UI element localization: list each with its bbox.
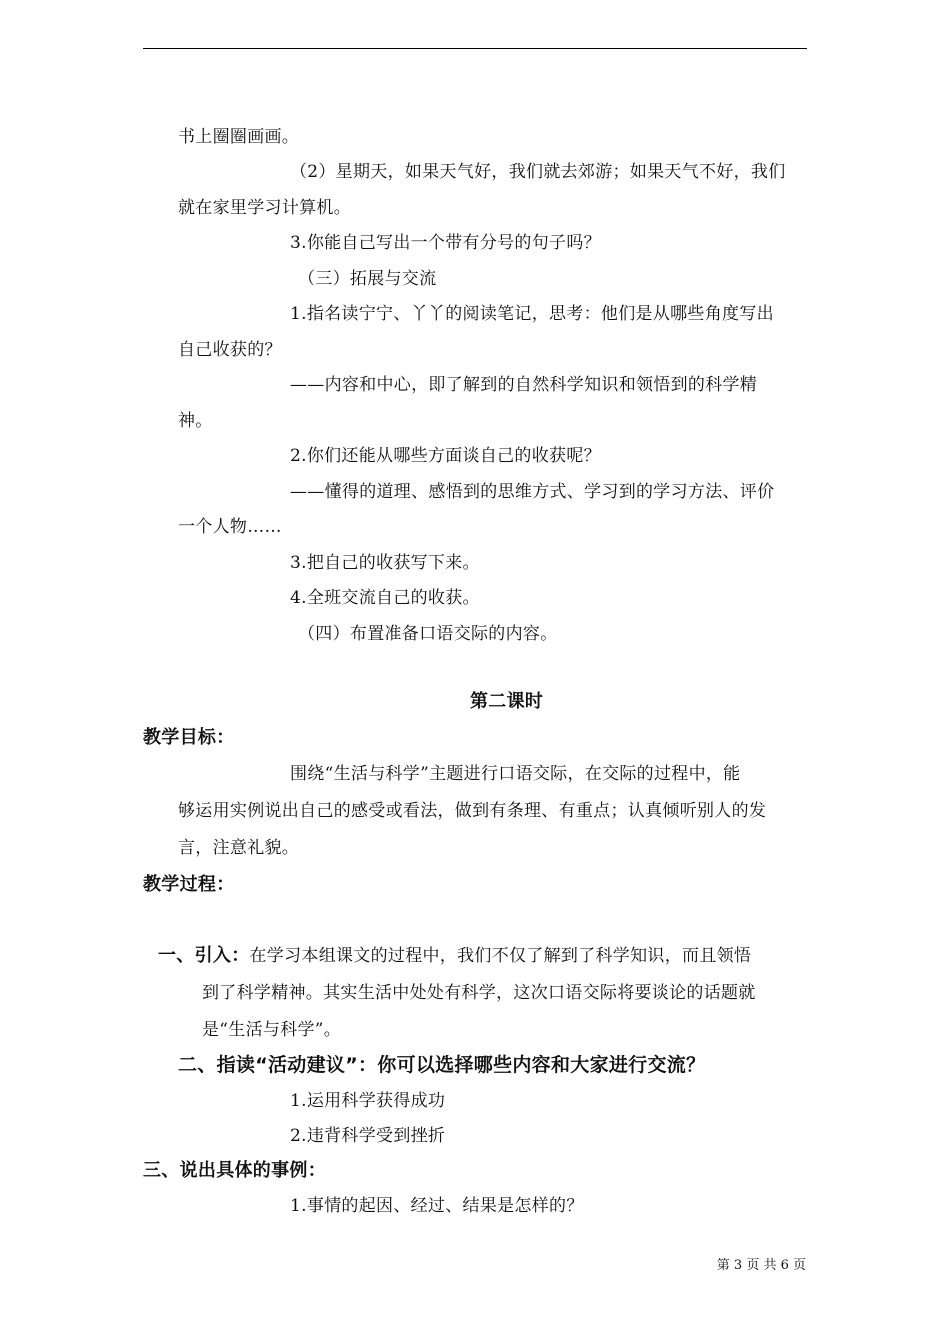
body-line: 4.全班交流自己的收获。 [290, 588, 480, 608]
body-line: 就在家里学习计算机。 [178, 198, 351, 218]
body-line: 神。 [178, 411, 213, 431]
section-heading: （四）布置准备口语交际的内容。 [298, 624, 558, 644]
page-number: 第 3 页 共 6 页 [716, 1258, 806, 1273]
body-line: 是“生活与科学”。 [202, 1020, 342, 1040]
body-line: 3.你能自己写出一个带有分号的句子吗？ [290, 233, 601, 253]
header-rule [143, 48, 807, 49]
step1-label: 一、引入： [158, 945, 250, 966]
body-line: ——内容和中心，即了解到的自然科学知识和领悟到的科学精 [290, 375, 758, 395]
body-line: 书上圈圈画画。 [178, 127, 300, 147]
body-line: 言，注意礼貌。 [178, 838, 300, 858]
list-item: 1.事情的起因、经过、结果是怎样的？ [290, 1196, 584, 1216]
body-line: 围绕“生活与科学”主题进行口语交际，在交际的过程中，能 [290, 764, 741, 784]
lesson-title: 第二课时 [470, 691, 544, 712]
body-line: 自己收获的？ [178, 340, 282, 360]
body-line: ——懂得的道理、感悟到的思维方式、学习到的学习方法、评价 [290, 482, 775, 502]
section-heading: （三）拓展与交流 [298, 269, 437, 289]
body-line: 1.指名读宁宁、丫丫的阅读笔记，思考：他们是从哪些角度写出 [290, 304, 774, 324]
step3-heading: 三、说出具体的事例： [143, 1160, 326, 1181]
body-line: 3.把自己的收获写下来。 [290, 553, 480, 573]
body-line: 一个人物…… [178, 517, 282, 537]
list-item: 1.运用科学获得成功 [290, 1091, 446, 1111]
process-heading: 教学过程： [143, 874, 235, 895]
goals-heading: 教学目标： [143, 727, 235, 748]
list-item: 2.违背科学受到挫折 [290, 1126, 446, 1146]
body-line: 到了科学精神。其实生活中处处有科学，这次口语交际将要谈论的话题就 [202, 983, 756, 1003]
step1-text: 在学习本组课文的过程中，我们不仅了解到了科学知识，而且领悟 [249, 946, 752, 966]
body-line: （2）星期天，如果天气好，我们就去郊游；如果天气不好，我们 [290, 162, 786, 182]
body-line: 够运用实例说出自己的感受或看法，做到有条理、有重点；认真倾听别人的发 [178, 801, 767, 821]
step1-line [158, 944, 751, 968]
step2-heading: 二、指读“活动建议”：你可以选择哪些内容和大家进行交流？ [178, 1054, 706, 1076]
body-line: 2.你们还能从哪些方面谈自己的收获呢？ [290, 446, 601, 466]
